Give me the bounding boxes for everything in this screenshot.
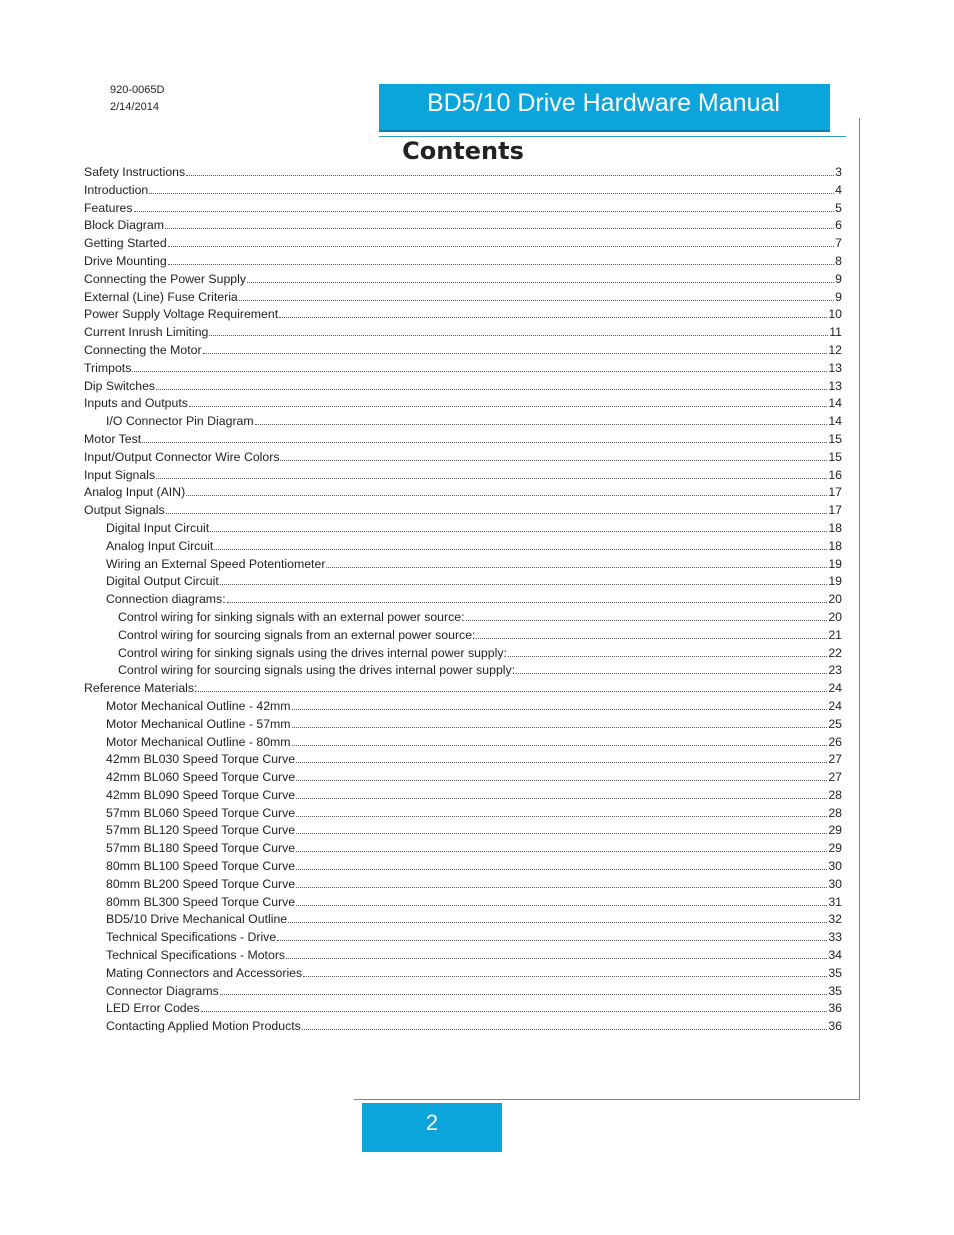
dot-leader [296,816,827,817]
page-number: 2 [362,1103,502,1152]
dot-leader [220,994,828,995]
toc-entry[interactable] [84,467,842,485]
toc-entry-label: Connecting the Motor [84,342,202,357]
dot-leader [296,869,827,870]
dot-leader [156,478,827,479]
toc-entry-label: 42mm BL090 Speed Torque Curve [106,787,296,802]
toc-entry-page: 8 [835,253,842,268]
toc-entry[interactable] [84,253,842,271]
toc-entry-page: 24 [828,681,842,696]
table-of-contents [84,164,842,1036]
toc-entry-page: 10 [828,307,842,322]
dot-leader [516,673,827,674]
toc-entry[interactable] [84,378,842,396]
toc-entry-label: Power Supply Voltage Requirement [84,307,279,322]
toc-entry-page: 14 [828,414,842,429]
dot-leader [168,246,834,247]
toc-entry-page: 19 [828,556,842,571]
toc-entry-page: 20 [828,609,842,624]
toc-entry-label: Mating Connectors and Accessories [106,965,303,980]
toc-entry-label: 42mm BL060 Speed Torque Curve [106,770,296,785]
toc-entry-label: Inputs and Outputs [84,396,188,411]
toc-entry-page: 19 [828,574,842,589]
toc-entry[interactable] [84,217,842,235]
dot-leader [156,389,827,390]
toc-entry-label: Motor Mechanical Outline - 57mm [106,716,291,731]
dot-leader [210,531,827,532]
toc-entry[interactable] [84,627,842,645]
toc-entry-label: Control wiring for sinking signals using the drives internal power supply: [118,645,507,660]
toc-entry-page: 17 [828,503,842,518]
toc-entry[interactable] [84,947,842,965]
dot-leader [292,727,828,728]
toc-entry-label: Getting Started [84,236,167,251]
toc-entry-label: 57mm BL060 Speed Torque Curve [106,805,296,820]
dot-leader [168,264,834,265]
toc-entry-page: 33 [828,930,842,945]
toc-entry[interactable] [84,360,842,378]
toc-entry-label: Contacting Applied Motion Products [106,1019,301,1034]
toc-entry[interactable] [84,929,842,947]
toc-entry[interactable] [84,716,842,734]
dot-leader [165,228,834,229]
toc-entry[interactable] [84,200,842,218]
toc-entry[interactable] [84,822,842,840]
toc-entry[interactable] [84,164,842,182]
toc-entry-page: 29 [828,841,842,856]
dot-leader [286,958,827,959]
toc-entry[interactable] [84,235,842,253]
toc-entry-label: 42mm BL030 Speed Torque Curve [106,752,296,767]
toc-entry[interactable] [84,769,842,787]
toc-entry-label: Block Diagram [84,218,164,233]
toc-entry-label: Technical Specifications - Motors [106,948,286,963]
toc-entry-label: 57mm BL180 Speed Torque Curve [106,841,296,856]
toc-entry-label: Input Signals [84,467,156,482]
toc-entry-label: External (Line) Fuse Criteria [84,289,238,304]
dot-leader [149,193,834,194]
toc-entry-label: Control wiring for sourcing signals from an external power source: [118,627,476,642]
dot-leader [227,602,828,603]
toc-entry[interactable] [84,1018,842,1036]
dot-leader [303,976,827,977]
dot-leader [476,638,827,639]
toc-entry-label: BD5/10 Drive Mechanical Outline [106,912,288,927]
toc-entry[interactable] [84,573,842,591]
dot-leader [198,691,827,692]
dot-leader [302,1029,827,1030]
toc-entry-label: Connector Diagrams [106,983,219,998]
dot-leader [296,798,827,799]
toc-entry[interactable] [84,449,842,467]
toc-entry-page: 9 [835,289,842,304]
manual-title: BD5/10 Drive Hardware Manual [379,84,830,132]
dot-leader [247,282,834,283]
dot-leader [209,335,828,336]
toc-entry-page: 23 [828,663,842,678]
dot-leader [142,442,827,443]
toc-entry[interactable] [84,502,842,520]
toc-entry-label: Reference Materials: [84,681,198,696]
toc-entry[interactable] [84,751,842,769]
dot-leader [203,353,828,354]
dot-leader [220,584,828,585]
toc-entry-page: 9 [835,271,842,286]
toc-entry-label: Analog Input Circuit [106,538,214,553]
toc-entry[interactable] [84,840,842,858]
dot-leader [288,922,827,923]
toc-entry[interactable] [84,894,842,912]
toc-entry[interactable] [84,983,842,1001]
toc-entry-label: Technical Specifications - Drive [106,930,277,945]
toc-entry-page: 35 [828,965,842,980]
toc-entry-label: Features [84,200,133,215]
contents-heading: Contents [402,137,524,165]
dot-leader [166,513,828,514]
toc-entry[interactable] [84,538,842,556]
toc-entry[interactable] [84,698,842,716]
dot-leader [296,833,827,834]
toc-entry-label: Control wiring for sourcing signals using the drives internal power supply: [118,663,516,678]
dot-leader [292,745,828,746]
toc-entry-page: 27 [828,770,842,785]
toc-entry-page: 30 [828,876,842,891]
dot-leader [277,940,827,941]
dot-leader [292,709,828,710]
toc-entry[interactable] [84,787,842,805]
dot-leader [466,620,828,621]
toc-entry-label: Digital Input Circuit [106,520,210,535]
toc-entry-label: 57mm BL120 Speed Torque Curve [106,823,296,838]
toc-entry-label: Dip Switches [84,378,156,393]
toc-entry-label: Analog Input (AIN) [84,485,186,500]
toc-entry-page: 27 [828,752,842,767]
toc-entry-label: Control wiring for sinking signals with an external power source: [118,609,465,624]
toc-entry[interactable] [84,645,842,663]
dot-leader [214,549,827,550]
toc-entry-label: Output Signals [84,503,165,518]
toc-entry-page: 20 [828,592,842,607]
toc-entry[interactable] [84,306,842,324]
toc-entry-page: 12 [828,342,842,357]
toc-entry[interactable] [84,395,842,413]
dot-leader [239,300,834,301]
right-margin-rule [859,118,860,1100]
toc-entry-page: 18 [828,520,842,535]
toc-entry-label: Trimpots [84,360,132,375]
toc-entry[interactable] [84,591,842,609]
toc-entry[interactable] [84,289,842,307]
toc-entry-label: Safety Instructions [84,165,186,179]
dot-leader [296,780,827,781]
document-date: 2/14/2014 [110,101,159,113]
toc-entry-label: LED Error Codes [106,1001,200,1016]
toc-entry-page: 16 [828,467,842,482]
toc-entry-page: 5 [835,200,842,215]
toc-entry-page: 29 [828,823,842,838]
toc-entry[interactable] [84,413,842,431]
toc-entry-page: 25 [828,716,842,731]
toc-entry-label: Current Inrush Limiting [84,325,209,340]
toc-entry-page: 15 [828,449,842,464]
toc-entry[interactable] [84,271,842,289]
toc-entry-label: Connecting the Power Supply [84,271,247,286]
dot-leader [296,762,827,763]
toc-entry-page: 36 [828,1019,842,1034]
toc-entry[interactable] [84,182,842,200]
toc-entry[interactable] [84,858,842,876]
toc-entry[interactable] [84,734,842,752]
dot-leader [201,1011,828,1012]
toc-entry-label: 80mm BL100 Speed Torque Curve [106,859,296,874]
toc-entry-page: 36 [828,1001,842,1016]
toc-entry[interactable] [84,484,842,502]
toc-entry-label: Introduction [84,182,149,197]
toc-entry-page: 13 [828,360,842,375]
toc-entry-page: 7 [835,236,842,251]
dot-leader [508,656,827,657]
toc-entry[interactable] [84,431,842,449]
toc-entry-page: 31 [828,894,842,909]
toc-entry-label: Motor Test [84,431,142,446]
toc-entry[interactable] [84,556,842,574]
dot-leader [134,211,835,212]
toc-entry-page: 28 [828,787,842,802]
toc-entry[interactable] [84,1000,842,1018]
dot-leader [132,371,827,372]
toc-entry[interactable] [84,911,842,929]
toc-entry-label: Drive Mounting [84,253,167,268]
toc-entry-page: 13 [828,378,842,393]
toc-entry-page: 26 [828,734,842,749]
toc-entry-page: 21 [828,627,842,642]
dot-leader [326,567,827,568]
toc-entry-page: 34 [828,948,842,963]
toc-entry[interactable] [84,965,842,983]
toc-entry-page: 6 [835,218,842,233]
toc-entry-page: 35 [828,983,842,998]
toc-entry-page: 22 [828,645,842,660]
dot-leader [255,424,828,425]
toc-entry-label: 80mm BL200 Speed Torque Curve [106,876,296,891]
toc-entry-label: 80mm BL300 Speed Torque Curve [106,894,296,909]
toc-entry-label: Input/Output Connector Wire Colors [84,449,280,464]
toc-entry-page: 28 [828,805,842,820]
footer-rule [354,1099,860,1100]
dot-leader [186,175,834,176]
toc-entry-page: 24 [828,698,842,713]
toc-entry[interactable] [84,520,842,538]
toc-entry[interactable] [84,609,842,627]
dot-leader [186,495,827,496]
toc-entry-label: Digital Output Circuit [106,574,219,589]
toc-entry-page: 3 [835,165,842,179]
dot-leader [296,887,827,888]
toc-entry-page: 15 [828,431,842,446]
document-id-block [110,82,164,116]
toc-entry[interactable] [84,805,842,823]
toc-entry-label: Motor Mechanical Outline - 80mm [106,734,291,749]
toc-entry-label: I/O Connector Pin Diagram [106,414,254,429]
dot-leader [279,317,827,318]
toc-entry-page: 30 [828,859,842,874]
toc-entry[interactable] [84,324,842,342]
dot-leader [296,851,827,852]
toc-entry-page: 17 [828,485,842,500]
document-number: 920-0065D [110,84,165,96]
dot-leader [296,905,827,906]
toc-entry-label: Connection diagrams: [106,592,226,607]
toc-entry[interactable] [84,662,842,680]
toc-entry-page: 14 [828,396,842,411]
toc-entry[interactable] [84,876,842,894]
toc-entry[interactable] [84,342,842,360]
toc-entry-page: 4 [835,182,842,197]
toc-entry-label: Wiring an External Speed Potentiometer [106,556,326,571]
toc-entry-page: 11 [829,325,842,340]
toc-entry[interactable] [84,680,842,698]
toc-entry-page: 32 [828,912,842,927]
dot-leader [189,406,827,407]
dot-leader [280,460,827,461]
toc-entry-label: Motor Mechanical Outline - 42mm [106,698,291,713]
toc-entry-page: 18 [828,538,842,553]
